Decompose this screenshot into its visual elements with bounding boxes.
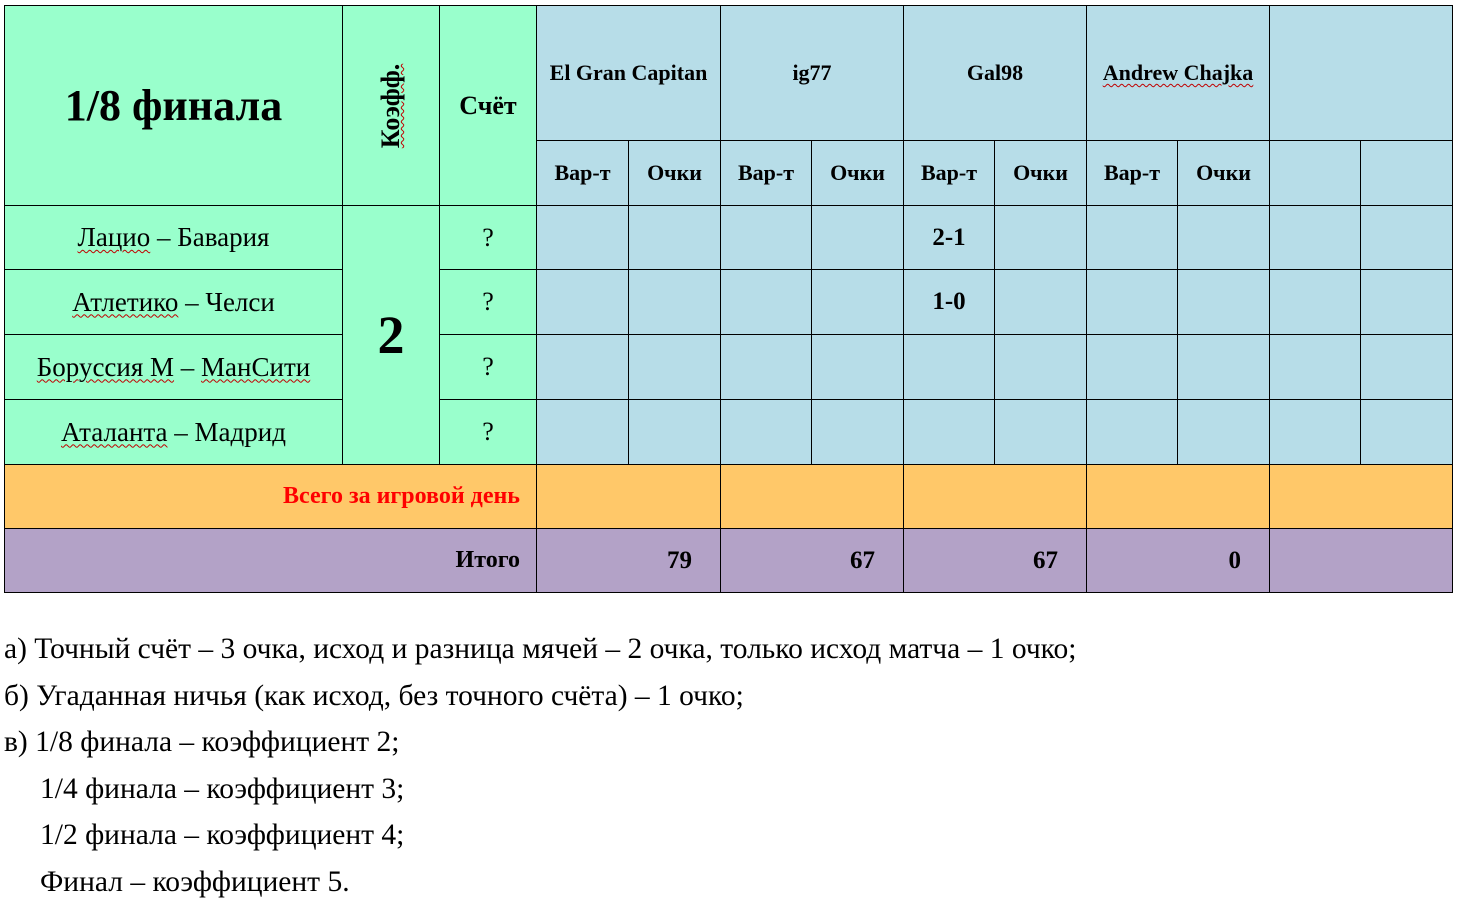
- match-row: [5, 206, 1453, 270]
- match-row: [5, 270, 1453, 335]
- points-cell: [995, 206, 1087, 270]
- grand-total-row: [5, 529, 1453, 593]
- day-total-row: [5, 465, 1453, 529]
- match-row: [5, 400, 1453, 465]
- empty-cell: [1270, 140, 1361, 205]
- points-cell: [1178, 400, 1270, 465]
- rule-line: а) Точный счёт – 3 очка, исход и разница мячей – 2 очка, только исход матча – 1 очко;: [4, 626, 1076, 673]
- coef-label: Коэфф.: [376, 63, 406, 147]
- prediction: [904, 400, 995, 465]
- points-cell: [995, 270, 1087, 335]
- points-cell: [1361, 335, 1453, 400]
- rule-line: Финал – коэффициент 5.: [4, 859, 1076, 905]
- points-cell: [812, 270, 904, 335]
- grand-total-value: 79: [537, 529, 721, 593]
- prediction: [721, 206, 812, 270]
- day-total-cell: [1087, 465, 1270, 529]
- prediction: [537, 400, 629, 465]
- points-header: Очки: [629, 140, 721, 205]
- prediction: 2-1: [904, 206, 995, 270]
- points-cell: [629, 335, 721, 400]
- prediction: [1087, 400, 1178, 465]
- grand-total-value: 0: [1087, 529, 1270, 593]
- day-total-cell: [537, 465, 721, 529]
- day-total-cell: [904, 465, 1087, 529]
- grand-total-label: Итого: [5, 529, 537, 593]
- grand-total-value: 67: [721, 529, 904, 593]
- variant-header: Вар-т: [904, 140, 995, 205]
- grand-total-value: [1270, 529, 1453, 593]
- prediction: [1270, 335, 1361, 400]
- day-total-cell: [721, 465, 904, 529]
- points-cell: [812, 335, 904, 400]
- prediction: [537, 206, 629, 270]
- grand-total-value: 67: [904, 529, 1087, 593]
- empty-cell: [1361, 140, 1453, 205]
- points-header: Очки: [812, 140, 904, 205]
- points-cell: [629, 206, 721, 270]
- coef-header: [343, 6, 440, 206]
- prediction: [721, 335, 812, 400]
- day-total-label: Всего за игровой день: [5, 465, 537, 529]
- points-cell: [629, 270, 721, 335]
- prediction: 1-0: [904, 270, 995, 335]
- rule-line: 1/2 финала – коэффициент 4;: [4, 812, 1076, 859]
- standings-table: [4, 5, 1453, 593]
- points-cell: [1178, 270, 1270, 335]
- points-cell: [1361, 400, 1453, 465]
- prediction: [904, 335, 995, 400]
- points-cell: [812, 206, 904, 270]
- prediction: [721, 270, 812, 335]
- variant-header: Вар-т: [537, 140, 629, 205]
- points-cell: [995, 335, 1087, 400]
- match-score: ?: [440, 270, 537, 335]
- header-row: [5, 6, 1453, 141]
- prediction: [1087, 206, 1178, 270]
- prediction: [1087, 270, 1178, 335]
- rule-line: в) 1/8 финала – коэффициент 2;: [4, 719, 1076, 766]
- prediction: [537, 270, 629, 335]
- round-title: 1/8 финала: [5, 6, 343, 206]
- player-header: Andrew Chajka: [1087, 6, 1270, 141]
- player-header: ig77: [721, 6, 904, 141]
- prediction: [721, 400, 812, 465]
- points-cell: [629, 400, 721, 465]
- score-header: Счёт: [440, 6, 537, 206]
- day-total-cell: [1270, 465, 1453, 529]
- match-row: [5, 335, 1453, 400]
- points-cell: [1178, 335, 1270, 400]
- points-cell: [995, 400, 1087, 465]
- match-name: Боруссия М – МанСити: [5, 335, 343, 400]
- prediction: [1270, 270, 1361, 335]
- points-header: Очки: [1178, 140, 1270, 205]
- points-cell: [812, 400, 904, 465]
- match-name: Аталанта – Мадрид: [5, 400, 343, 465]
- player-header: Gal98: [904, 6, 1087, 141]
- player-header: El Gran Capitan: [537, 6, 721, 141]
- variant-header: Вар-т: [721, 140, 812, 205]
- prediction: [1270, 400, 1361, 465]
- rule-line: 1/4 финала – коэффициент 3;: [4, 766, 1076, 813]
- match-name: Атлетико – Челси: [5, 270, 343, 335]
- scoring-rules: [4, 626, 1076, 905]
- points-cell: [1178, 206, 1270, 270]
- match-name: Лацио – Бавария: [5, 206, 343, 270]
- rule-line: б) Угаданная ничья (как исход, без точного счёта) – 1 очко;: [4, 673, 1076, 720]
- points-cell: [1361, 206, 1453, 270]
- coefficient-value: 2: [343, 206, 440, 465]
- points-cell: [1361, 270, 1453, 335]
- player-header: [1270, 6, 1453, 141]
- prediction: [1270, 206, 1361, 270]
- variant-header: Вар-т: [1087, 140, 1178, 205]
- prediction: [537, 335, 629, 400]
- match-score: ?: [440, 400, 537, 465]
- prediction: [1087, 335, 1178, 400]
- match-score: ?: [440, 335, 537, 400]
- points-header: Очки: [995, 140, 1087, 205]
- match-score: ?: [440, 206, 537, 270]
